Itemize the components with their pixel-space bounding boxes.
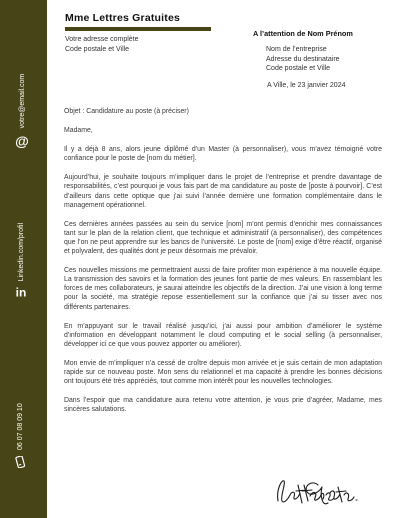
sidebar-email[interactable] xyxy=(14,74,30,148)
sidebar-phone[interactable] xyxy=(14,403,26,468)
letter-salutation: Madame, xyxy=(64,127,93,135)
sender-name: Mme Lettres Gratuites xyxy=(65,12,181,24)
letter-paragraph: Dans l’espoir que ma candidature aura retenu votre attention, je vous prie d’agréer, Madame, mes sincères salutations. xyxy=(64,397,382,414)
letter-paragraph: Ces nouvelles missions me permettraient aussi de faire profiter mon expérience à ma nouvelle équipe. La transmission des savoirs et la formation des jeunes font partie de mes valeurs. En rassemblant les forces de mes collaborateurs, je saurai atteindre les objectifs de la direction. J’ai une vision à long terme pour la société, ma stratégie repose essentiellement sur la confiance que j’ai su tisser avec nos différents partenaires. xyxy=(64,267,382,311)
linkedin-text: Linkedin.com/profil xyxy=(17,222,25,282)
sender-city: Code postale et Ville xyxy=(65,45,130,53)
letter-body xyxy=(64,107,382,424)
recipient-city: Code postale et Ville xyxy=(266,65,331,72)
sidebar-linkedin[interactable] xyxy=(14,223,28,298)
letter-paragraph: Mon envie de m’impliquer n’a cessé de croître depuis mon arrivée et je suis certain de mon adaptation rapide sur ce nouveau poste. Mon sens du relationnel et ma capacité à prendre les bonnes décisions ont toujours été très appréciés, tout comme mon intérêt pour les nouvelles technologies. xyxy=(64,359,382,386)
linkedin-icon: in xyxy=(15,285,27,300)
phone-icon xyxy=(14,456,26,468)
recipient-address: Adresse du destinataire xyxy=(266,55,340,63)
letter-paragraph: Il y a déjà 8 ans, alors jeune diplômé d’un Master (à personnaliser), vous m’avez témoigné votre confiance pour le poste de [nom du métier]. xyxy=(64,146,382,163)
recipient-block xyxy=(253,29,383,74)
letter-paragraph: Aujourd’hui, je souhaite toujours m’impliquer dans le projet de l’entreprise et prendre davantage de responsabilités, c’est pourquoi je vous fais part de ma candidature au poste de [poste à pourvoir]. C’est d’ailleurs dans cette optique que j’ai suivi l’année dernière une formation complémentaire dans le management opérationnel. xyxy=(64,174,382,209)
phone-text: 06 07 08 09 10 xyxy=(16,403,24,450)
sender-divider xyxy=(65,27,211,31)
recipient-title: A l’attention de Nom Prénom xyxy=(253,29,353,38)
recipient-company: Nom de l’entreprise xyxy=(266,46,327,53)
email-text: votre@email.com xyxy=(18,73,26,129)
sender-address: Votre adresse complète xyxy=(65,36,139,43)
letter-subject: Objet : Candidature au poste (à préciser) xyxy=(64,108,189,115)
sidebar xyxy=(0,0,47,518)
letter-paragraph: En m’appuyant sur le travail réalisé jusqu’ici, j’ai aussi pour ambition d’améliorer le système d’information en développant notamment le cloud computing et le social selling (à personnaliser, développer ici ce que vous pouvez apporter ou améliorer). xyxy=(64,322,382,348)
handwritten-signature xyxy=(272,471,362,511)
sender-block xyxy=(65,12,211,54)
letter-paragraph: Ces dernières années passées au sein du service [nom] m’ont permis d’enrichir mes connaissances tant sur le plan de la relation client, que technique et administratif (à personnaliser), des compétences que l’on ne peut apprendre sur les bancs de l’université. Le poste de [nom] exige d’être réactif, organisé et polyvalent, des qualités dont je peux désormais me prévaloir. xyxy=(64,220,382,256)
at-sign-icon: @ xyxy=(15,133,29,150)
letter-date: A Ville, le 23 janvier 2024 xyxy=(267,82,346,89)
